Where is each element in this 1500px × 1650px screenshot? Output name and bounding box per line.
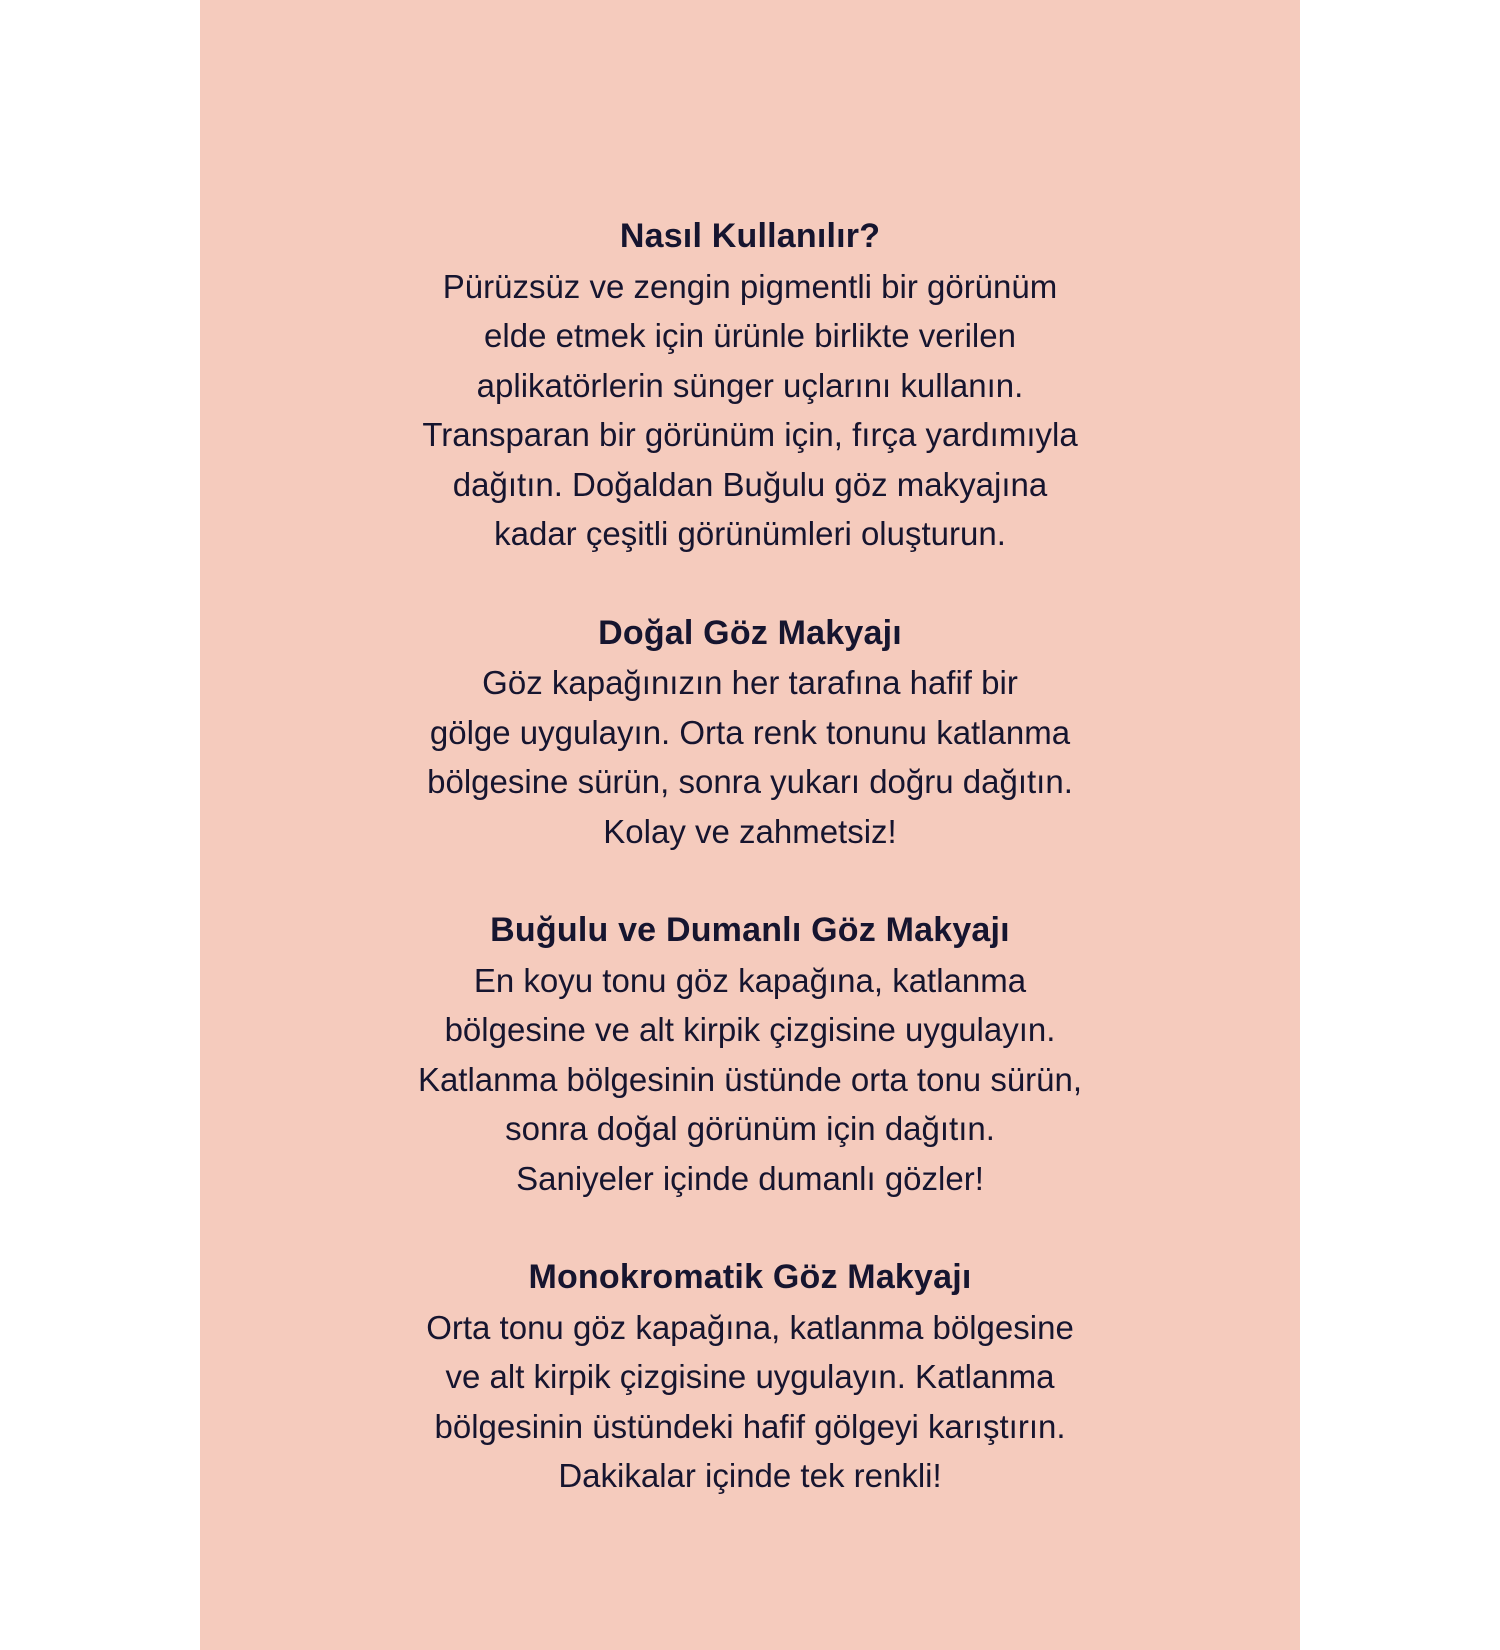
- section-line: Transparan bir görünüm için, fırça yardımıyla: [422, 416, 1078, 453]
- section-line: dağıtın. Doğaldan Buğulu göz makyajına: [452, 465, 1048, 503]
- section-line: Katlanma bölgesinin üstünde orta tonu sürün,: [417, 1060, 1083, 1098]
- section-title: Buğulu ve Dumanlı Göz Makyajı: [490, 911, 1010, 949]
- section-natural-eye-makeup: [200, 609, 1300, 857]
- section-line: bölgesinin üstündeki hafif gölgeyi karıştırın.: [434, 1407, 1066, 1445]
- section-title: Monokromatik Göz Makyajı: [528, 1258, 972, 1296]
- section-line: Kolay ve zahmetsiz!: [603, 812, 897, 850]
- section-line: Dakikalar içinde tek renkli!: [558, 1457, 942, 1494]
- section-line: En koyu tonu göz kapağına, katlanma: [473, 961, 1027, 999]
- section-line: Göz kapağınızın her tarafına hafif bir: [482, 664, 1018, 701]
- section-line: elde etmek için ürünle birlikte verilen: [484, 317, 1016, 354]
- instruction-card: [200, 0, 1300, 1650]
- section-title: Doğal Göz Makyajı: [598, 613, 902, 652]
- section-monochromatic-eye-makeup: [200, 1253, 1300, 1501]
- section-line: bölgesine ve alt kirpik çizgisine uygulayın.: [444, 1011, 1056, 1048]
- section-line: Orta tonu göz kapağına, katlanma bölgesine: [426, 1308, 1074, 1346]
- section-line: aplikatörlerin sünger uçlarını kullanın.: [476, 366, 1024, 404]
- section-line: kadar çeşitli görünümleri oluşturun.: [494, 515, 1006, 552]
- section-smoky-eye-makeup: [200, 906, 1300, 1203]
- section-line: Saniyeler içinde dumanlı gözler!: [516, 1159, 984, 1197]
- section-line: Pürüzsüz ve zengin pigmentli bir görünüm: [442, 267, 1058, 305]
- section-title: Nasıl Kullanılır?: [619, 217, 881, 255]
- section-line: bölgesine sürün, sonra yukarı doğru dağıtın.: [427, 763, 1073, 800]
- section-line: gölge uygulayın. Orta renk tonunu katlanma: [429, 713, 1071, 751]
- section-line: ve alt kirpik çizgisine uygulayın. Katlanma: [445, 1358, 1055, 1395]
- instruction-content: [200, 212, 1300, 1551]
- section-how-to-use: [200, 212, 1300, 559]
- section-line: sonra doğal görünüm için dağıtın.: [505, 1110, 995, 1147]
